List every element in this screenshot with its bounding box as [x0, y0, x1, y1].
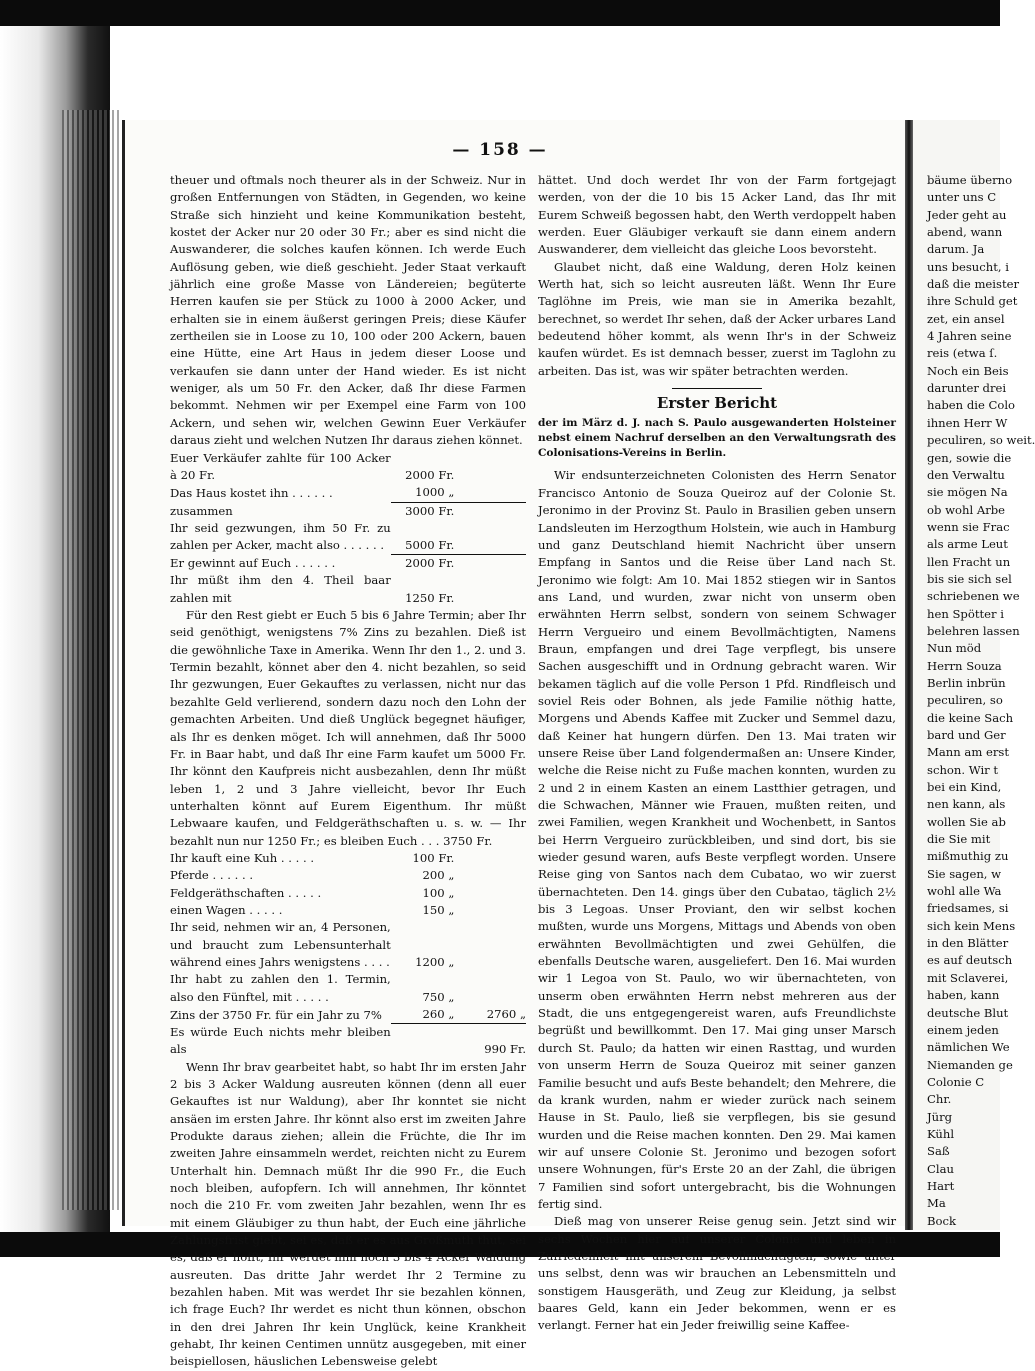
right-page-line: mißmuthig zu — [927, 849, 1009, 864]
calculation-label: Euer Verkäufer zahlte für 100 Acker à 20 Fr. — [170, 450, 391, 482]
right-page-line: Kühl — [927, 1126, 955, 1141]
right-page-line: die Sie mit — [927, 832, 991, 847]
calculation-total — [458, 502, 526, 520]
right-page-line: den Verwaltu — [927, 467, 1005, 482]
section-divider — [672, 388, 762, 389]
middle-column-paragraph-3: Wir endsunterzeichneten Colonisten des Herrn Senator Francisco Antonio de Souza Queiroz auf der Colonie St. Jeronimo in der Provinz St. Paulo in Brasilien geben unsern Landsleuten im Herzogthum Holstein, wie auch in Hamburg und ganz Deutschland hiemit Nachricht über unsern Empfang in Santos und die Reise über Land nach St. Jeronimo wie folgt: Am 10. Mai 1852 stiegen wir in Santos ans Land, und wurden, zwar nicht von unserm oben erwähnten Herrn selbst, sondern von seinem Schwager Herrn Vergueiro und einem Bevollmächtigten, Namens Braun, empfangen und drei Tage verpflegt, bis unsere Sachen ausgeschifft und in Ordnung gebracht waren. Wir bekamen täglich auf die volle Person 1 Pfd. Rindfleisch und soviel Reis oder Bohnen, als jede Familie nöthig hatte, Morgens und Abends Kaffee mit Zucker und Semmel dazu, daß Keiner hat hungern dürfen. Den 13. Mai traten wir unsere Reise über Land folgendermaßen an: Unsere Kinder, welche die Reise nicht zu Fuße machen konnten, wurden zu 2 und 2 in einem Kasten an einem Lastthier getragen, und die Schwachen, Männer wie Frauen, mußten reiten, und zwei Familien, wegen Krankheit und Wochenbett, in Santos bei Herrn Vergueiro zurückbleiben, und sind dort, bis sie wieder gesund waren, aufs Beste verpflegt worden. Unsere Reise ging von Santos nach dem Cubatao, wo wir zuerst übernachteten. Den 14. gings über den Cubatao, täglich 2½ bis 3 Legoas. Unser Proviant, den wir selbst kochen mußten, wurde uns Morgens, Mittags und Abends von oben erwähnten Bevollmächtigten und zwei Gehülfen, die ebenfalls Deutsche waren, ausgeliefert. Den 16. Mai wurden wir 1 Legoa von St. Paulo, wo wir übernachteten, von unserm oben erwähnten Herrn nebst mehreren aus der Stadt, die uns entgegengereist waren, aufs Freundlichste begrüßt und bewillkommt. Den 17. Mai ging unser Marsch durch St. Paulo; da hatten wir einen Rasttag, und wurden von unserm Herrn de Souza Queiroz mit seiner ganzen Familie besucht und aufs Beste behandelt; den Mehrere, die da krank wurden, nahm er wieder zurück nach seinem Hause in St. Paulo, ließ sie verpflegen, bis sie gesund wurden und die Reise machen konnten. Den 29. Mai kamen wir auf unsere Colonie St. Jeronimo und bezogen sofort unsere Wohnungen, für's Erste 20 an der Zahl, die übrigen 7 Familien sind sofort untergebracht, bis die Wohnungen fertig sind. — [538, 468, 896, 1211]
right-page-line: einem jeden — [927, 1022, 999, 1037]
right-page-line: Mann am erst — [927, 745, 1010, 760]
right-page-line: Chr. — [927, 1092, 952, 1107]
right-page-line: bard und Ger — [927, 728, 1006, 742]
right-page-line: peculiren, so — [927, 693, 1003, 708]
calculation-row — [170, 520, 526, 555]
right-page-line: die keine Sach — [927, 710, 1014, 725]
right-page-line: Clau — [927, 1161, 954, 1176]
section-title: Erster Bericht — [656, 394, 778, 413]
right-page-line: hen Spötter i — [927, 606, 1004, 621]
calculation-row — [170, 971, 526, 1006]
calculation-label: zusammen — [170, 503, 233, 518]
right-page-line: abend, wann — [927, 225, 1003, 240]
calculation-total — [458, 902, 526, 919]
right-page-line: Nun möd — [927, 641, 982, 656]
calculation-total — [458, 450, 526, 485]
section-subtitle: der im März d. J. nach S. Paulo ausgewanderten Holsteiner nebst einem Nachruf derselben an den Verwaltungsrath des Colonisations-Vereins in Berlin. — [538, 417, 896, 460]
right-page-line: reis (etwa ſ. — [927, 346, 998, 361]
calculation-row — [170, 919, 526, 971]
right-page-line: bis sie sich sel — [927, 571, 1012, 586]
book-gutter — [905, 120, 913, 1230]
left-column-intro — [170, 172, 526, 450]
calculation-label: Zins der 3750 Fr. für ein Jahr zu 7% — [170, 1007, 382, 1022]
scanner-border-top — [0, 0, 1000, 26]
left-column-paragraph-3: Wenn Ihr brav gearbeitet habt, so habt Ihr im ersten Jahr 2 bis 3 Acker Waldung ausreuten können (denn all euer Gekauftes ist nur Waldung), aber Ihr konntet sie nicht ansäen im ersten Jahre. Ihr könnt also erst im zweiten Jahre Produkte daraus ziehen; allein die Früchte, die Ihr im zweiten Jahre einsammeln werdet, reichten nicht zu Eurem Unterhalt hin. Demnach müßt Ihr die 990 Fr., die Euch noch bleiben, aufopfern. Ich will annehmen, Ihr könntet noch die 210 Fr. vom zweiten Jahr bezahlen, wenn Ihr es mit einem Gläubiger zu thun habt, der Euch eine jährliche Zahlungsfrist giebt, sei es, daß er es aus Großmuth thut, sei es, daß er hofft, Ihr werdet ihm noch 3 bis 4 Acker Waldung ausreuten. Das dritte Jahr werdet Ihr 2 Termine zu bezahlen haben. Mit was werdet Ihr sie bezahlen können, ich frage Euch? Ihr werdet es nicht thun können, obschon in den drei Jahren Ihr kein Unglück, keine Krankheit gehabt, Ihr keinen Centimen unnütz ausgegeben, mit einer beispiellosen, häuslichen Lebensweise gelebt — [170, 1059, 526, 1369]
right-page-line: belehren lassen — [927, 623, 1020, 638]
calculation-row — [170, 555, 526, 573]
right-page-line: friedsames, si — [927, 901, 1009, 916]
calculation-amount: 150 „ — [422, 902, 455, 917]
right-page-line: Jeder geht au — [927, 207, 1007, 222]
right-page-line: gen, sowie die — [927, 450, 1012, 465]
right-page-line: Herrn Souza — [927, 658, 1002, 673]
calculation-label: Das Haus kostet ihn . . . . . . — [170, 485, 333, 500]
calculation-total — [458, 555, 526, 573]
calculation-label: Ihr müßt ihm den 4. Theil baar zahlen mit — [170, 573, 391, 605]
right-page-line: Niemanden ge — [927, 1057, 1013, 1072]
right-page-line: Berlin inbrün — [927, 675, 1006, 690]
middle-column-paragraph-2: Glaubet nicht, daß eine Waldung, deren Holz keinen Werth hat, sich so leicht ausreuten läßt. Wenn Ihr Eure Taglöhne im Preis, wie man sie in Amerika bezahlt, berechnet, so werdet Ihr sehen, daß der Acker urbares Land bedeutend höher kommt, als wenn Ihr's in der Schweiz kaufen würdet. Es ist demnach besser, zuerst im Taglohn zu arbeiten. Das ist, was wir später betrachten werden. — [538, 259, 896, 378]
calculation-total — [458, 867, 526, 884]
calculation-amount: 200 „ — [422, 868, 455, 883]
right-page-line: daß die meister — [927, 277, 1020, 292]
calculation-total: 990 Fr. — [484, 1042, 526, 1057]
calculation-row — [170, 867, 526, 884]
calculation-amount: 1200 „ — [415, 954, 455, 969]
right-page-line: ihnen Herr W — [927, 415, 1008, 430]
right-page-line: es auf deutsch — [927, 953, 1013, 968]
right-page-line: als arme Leut — [927, 537, 1008, 552]
calculation-row — [170, 502, 526, 520]
right-page-line: haben, kann — [927, 988, 1000, 1003]
calculation-amount: 5000 Fr. — [391, 520, 459, 555]
calculation-row — [170, 484, 526, 502]
right-page-line: unter uns C — [927, 190, 997, 205]
right-page-line: in den Blätter — [927, 936, 1009, 951]
right-page-line: haben die Colo — [927, 398, 1016, 413]
right-page-line: wenn sie Frac — [927, 519, 1010, 534]
calculation-label: Feldgeräthschaften . . . . . — [170, 885, 322, 900]
right-page-line: Ma — [927, 1196, 946, 1211]
right-page-line: wohl alle Wa — [927, 884, 1002, 899]
book-page-edge-stripes — [62, 110, 122, 1210]
right-page-line: bäume überno — [927, 173, 1013, 187]
right-page-line: Saß — [927, 1144, 950, 1159]
calculation-total — [458, 520, 526, 555]
calculation-label: einen Wagen . . . . . — [170, 902, 283, 917]
middle-column-paragraph-1: hättet. Und doch werdet Ihr von der Farm fortgejagt werden, von der die 10 bis 15 Acker Land, das Ihr mit Eurem Schweiß begossen habt, den Werth verdoppelt haben werden. Euer Gläubiger verkauft sie dann einem andern Auswanderer, dem vielleicht das gleiche Loos bevorsteht. — [538, 173, 896, 257]
calculation-total — [458, 850, 526, 867]
left-column-paragraph-2: Für den Rest giebt er Euch 5 bis 6 Jahre Termin; aber Ihr seid genöthigt, wenigstens 7% Zins zu bezahlen. Dieß ist die gewöhnliche Taxe in Amerika. Wenn Ihr den 1., 2. und 3. Termin bezahlt, könnet aber den 4. nicht bezahlen, so seid Ihr gezwungen, Euer Gekauftes zu verlassen, nicht nur das bezahlte Geld verlierend, sondern dazu noch den Lohn der gemachten Arbeiten. Und dieß Unglück begegnet häufiger, als Ihr es denken möget. Ich will annehmen, daß Ihr 5000 Fr. in Baar habt, und daß Ihr eine Farm kaufet um 5000 Fr. Ihr könnt den Kaufpreis nicht ausbezahlen, denn Ihr müßt leben 1, 2 und 3 Jahre vielleicht, bevor Ihr Euch unterhalten könnt auf Eurem Eigenthum. Ihr müßt Lebwaare kaufen, und Feldgeräthschaften u. s. w. — Ihr bezahlt nun nur 1250 Fr.; es bleiben Euch . . . 3750 Fr. — [170, 608, 526, 848]
calculation-table-2 — [170, 850, 526, 1059]
calculation-total: 2760 „ — [458, 1006, 526, 1024]
right-page-line: schriebenen we — [927, 589, 1020, 604]
right-page-line: ihre Schuld get — [927, 294, 1018, 309]
calculation-row — [170, 450, 526, 485]
calculation-row — [170, 902, 526, 919]
calculation-label: Ihr seid, nehmen wir an, 4 Personen, und braucht zum Lebensunterhalt während eines Jahrs wenigstens . . . . — [170, 920, 391, 969]
calculation-amount: 260 „ — [391, 1006, 459, 1024]
calculation-label: Ihr kauft eine Kuh . . . . . — [170, 850, 315, 865]
calculation-amount: 3000 Fr. — [405, 503, 455, 518]
right-page-line: Noch ein Beis — [927, 363, 1009, 378]
middle-column — [538, 172, 896, 1335]
page-number: — 158 — — [452, 140, 548, 160]
right-page-line: darunter drei — [927, 381, 1007, 396]
calculation-amount — [391, 1024, 459, 1059]
calculation-amount: 100 „ — [422, 885, 455, 900]
right-page-line: sich kein Mens — [927, 918, 1016, 933]
calculation-label: Pferde . . . . . . — [170, 868, 254, 883]
calculation-table-1 — [170, 450, 526, 608]
calculation-label: Er gewinnt auf Euch . . . . . . — [170, 556, 336, 571]
right-page-line: sie mögen Na — [927, 485, 1008, 500]
right-page-line: peculiren, so weit. — [927, 433, 1035, 448]
calculation-total — [458, 484, 526, 502]
calculation-row — [170, 850, 526, 867]
calculation-total — [458, 885, 526, 902]
calculation-label: Ihr seid gezwungen, ihm 50 Fr. zu zahlen per Acker, macht also . . . . . . — [170, 520, 391, 553]
right-page-line: uns besucht, i — [927, 259, 1009, 274]
right-page-line: bei ein Kind, — [927, 780, 1002, 795]
calculation-amount: 2000 Fr. — [405, 467, 455, 482]
right-page-line: nen kann, als — [927, 797, 1006, 812]
right-page-line: Colonie C — [927, 1074, 985, 1089]
calculation-total — [458, 919, 526, 971]
calculation-amount: 1000 „ — [391, 484, 459, 502]
calculation-label: Es würde Euch nichts mehr bleiben als — [170, 1024, 391, 1057]
calculation-row — [170, 885, 526, 902]
calculation-total — [458, 572, 526, 607]
calculation-amount: 2000 Fr. — [405, 556, 455, 571]
right-page-line: Jürg — [927, 1109, 953, 1124]
right-page-line: nämlichen We — [927, 1040, 1010, 1055]
calculation-total — [458, 971, 526, 1006]
right-page-fragments — [913, 120, 1035, 1247]
right-page-line: schon. Wir t — [927, 762, 999, 777]
right-page-line: zet, ein ansel — [927, 311, 1005, 326]
calculation-amount: 750 „ — [422, 989, 455, 1004]
calculation-amount: 1250 Fr. — [405, 590, 455, 605]
right-page-line: Bock — [927, 1213, 957, 1228]
left-column — [170, 172, 526, 1371]
calculation-label: Ihr habt zu zahlen den 1. Termin, also den Fünftel, mit . . . . . — [170, 972, 391, 1004]
calculation-row — [170, 1024, 526, 1059]
right-page-line: darum. Ja — [927, 242, 985, 257]
right-page-line: ob wohl Arbe — [927, 502, 1006, 517]
left-column-paragraph: theuer und oftmals noch theurer als in der Schweiz. Nur in großen Entfernungen von Städten, in Gegenden, wo keine Straße sich hinzieht und keine Kommunikation besteht, kostet der Acker nur 20 oder 30 Fr.; aber es sind nicht die Auswanderer, die solches kaufen können. Ich werde Euch Auflösung geben, wie dieß geschieht. Jeder Staat verkauft jährlich eine große Masse von Ländereien; begüterte Herren kaufen sie per Stück zu 1000 à 2000 Acker, und erhalten sie in einem äußerst geringen Preis; diese Käufer zertheilen sie in Loose zu 10, 100 oder 200 Ackern, bauen eine Hütte, eine Art Haus in jedem dieser Loose und verkaufen sie dann unter der Hand wieder. Es ist nicht weniger, als um 50 Fr. den Acker, daß Ihr diese Farmen bekommt. Nehmen wir per Exempel eine Farm von 100 Ackern, und sehen wir, welchen Gewinn Euer Verkäufer daraus zieht und welchen Nutzen Ihr daraus ziehen könnet. — [170, 173, 526, 448]
right-page — [913, 120, 1035, 1230]
calculation-row — [170, 1006, 526, 1024]
calculation-amount: 100 Fr. — [412, 850, 455, 865]
right-page-line: deutsche Blut — [927, 1005, 1009, 1020]
middle-column-paragraph-4: Dieß mag von unserer Reise genug sein. Jetzt sind wir sechs Wochen hier auf unserer Colonie und leben in Zufriedenheit mit unserem Bevollmächtigten, sowie unter uns selbst, denn was wir brauchen an Lebensmitteln und sonstigem Hausgeräth, und Zeug zur Kleidung, ja selbst baares Geld, kann ein Jeder bekommen, wenn er es verlangt. Ferner hat ein Jeder freiwillig seine Kaffee- — [538, 1214, 896, 1333]
right-page-line: llen Fracht un — [927, 554, 1011, 569]
right-page-line: Hart — [927, 1178, 955, 1193]
right-page-line: Sie sagen, w — [927, 866, 1002, 881]
right-page-line: 4 Jahren seine — [927, 329, 1012, 344]
right-page-line: wollen Sie ab — [927, 814, 1006, 829]
right-page-line: mit Sclaverei, — [927, 970, 1009, 985]
calculation-row — [170, 572, 526, 607]
